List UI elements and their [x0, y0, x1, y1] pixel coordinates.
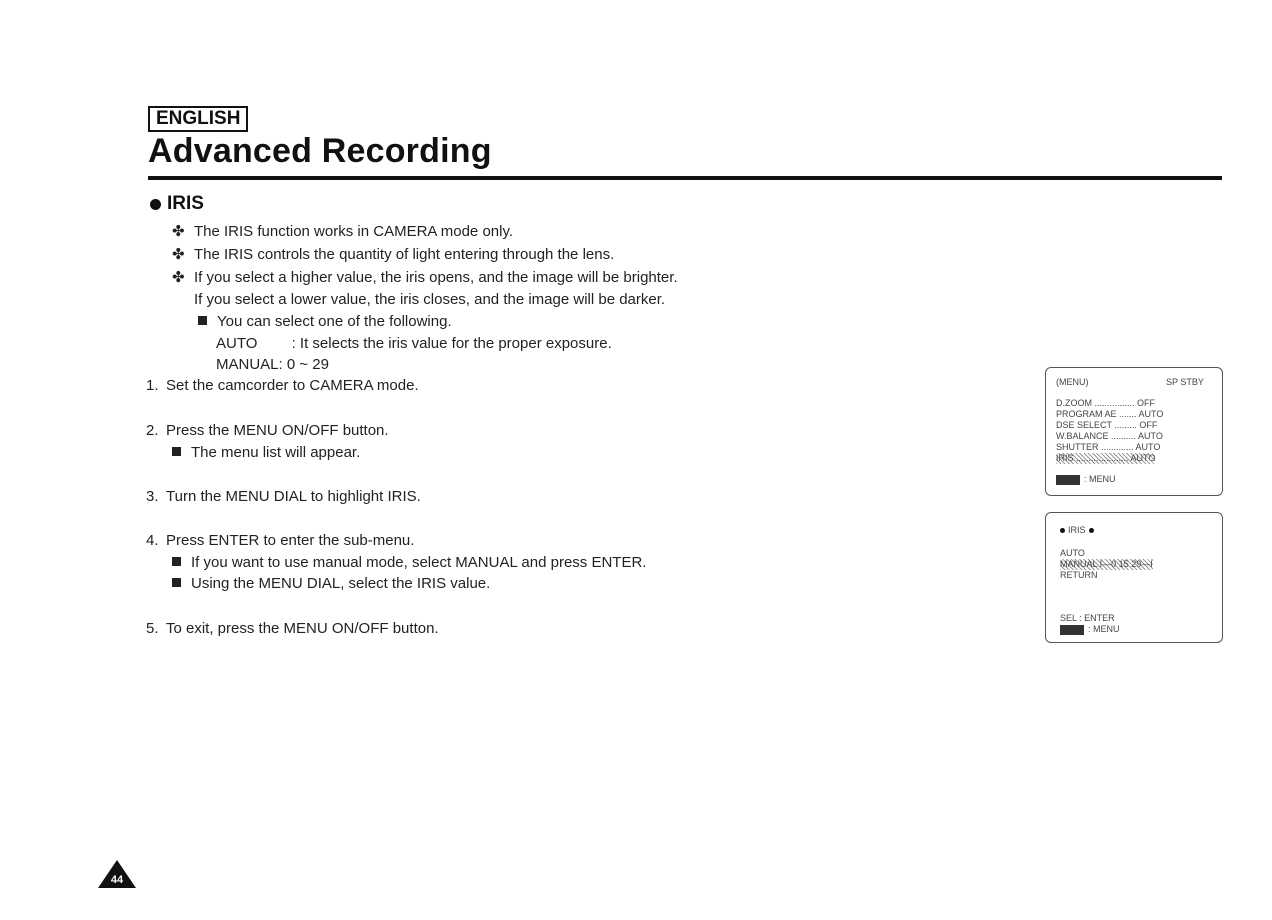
- lcd-iris-title: IRIS: [1060, 525, 1094, 536]
- lcd-menu-item: D.ZOOM ................ OFF: [1056, 398, 1155, 408]
- lcd-menu-item: W.BALANCE .......... AUTO: [1056, 431, 1163, 441]
- menu-button-icon: [1056, 475, 1080, 485]
- step-5: 5. To exit, press the MENU ON/OFF button.: [146, 620, 439, 637]
- language-tab: ENGLISH: [148, 106, 248, 132]
- step-2: 2. Press the MENU ON/OFF button.: [146, 422, 389, 439]
- square-bullet-icon: [198, 316, 207, 325]
- lcd-menu-item: DSE SELECT ......... OFF: [1056, 420, 1158, 430]
- step-4: 4. Press ENTER to enter the sub-menu.: [146, 532, 415, 549]
- note-item: ✤ The IRIS function works in CAMERA mode only.: [172, 223, 514, 240]
- step-3: 3. Turn the MENU DIAL to highlight IRIS.: [146, 488, 421, 505]
- step-4-sub: If you want to use manual mode, select MANUAL and press ENTER.: [172, 553, 646, 573]
- note-item: ✤ If you select a higher value, the iris opens, and the image will be brighter.: [172, 269, 678, 286]
- options-intro: You can select one of the following.: [198, 312, 452, 332]
- lcd-menu-item: SHUTTER ............. AUTO: [1056, 442, 1161, 452]
- page-number: 44: [110, 874, 124, 886]
- lcd-footer: : MENU: [1056, 474, 1116, 485]
- square-bullet-icon: [172, 557, 181, 566]
- note-item: ✤ The IRIS controls the quantity of light entering through the lens.: [172, 246, 615, 263]
- lcd-status: SP STBY: [1166, 377, 1204, 387]
- section-heading: [150, 193, 204, 215]
- note-continuation: If you select a lower value, the iris closes, and the image will be darker.: [194, 291, 666, 308]
- lcd-menu-screen: [1045, 367, 1223, 496]
- step-2-sub: The menu list will appear.: [172, 443, 360, 463]
- clover-bullet-icon: ✤: [172, 223, 185, 240]
- clover-bullet-icon: ✤: [172, 269, 185, 286]
- lcd-iris-option: AUTO: [1060, 548, 1085, 558]
- clover-bullet-icon: ✤: [172, 246, 185, 263]
- lcd-menu-item-highlighted: IRIS ..................... AUTO: [1056, 453, 1156, 463]
- lcd-footer: : MENU: [1060, 624, 1120, 635]
- step-1: 1. Set the camcorder to CAMERA mode.: [146, 377, 419, 394]
- option-auto: AUTO : It selects the iris value for the proper exposure.: [216, 335, 612, 352]
- lcd-menu-label: (MENU): [1056, 377, 1089, 387]
- square-bullet-icon: [172, 578, 181, 587]
- section-title: IRIS: [167, 193, 204, 214]
- square-bullet-icon: [172, 447, 181, 456]
- lcd-select-label: SEL : ENTER: [1060, 613, 1115, 623]
- bullet-dot-icon: [1089, 528, 1094, 533]
- page-title: Advanced Recording: [148, 132, 492, 170]
- bullet-dot-icon: [1060, 528, 1065, 533]
- option-manual: MANUAL: 0 ~ 29: [216, 356, 329, 373]
- lcd-iris-screen: [1045, 512, 1223, 643]
- bullet-dot-icon: [150, 199, 161, 210]
- lcd-menu-item: PROGRAM AE ....... AUTO: [1056, 409, 1164, 419]
- step-4-sub: Using the MENU DIAL, select the IRIS value.: [172, 574, 490, 594]
- lcd-iris-option: RETURN: [1060, 570, 1098, 580]
- title-divider: [148, 176, 1222, 180]
- lcd-iris-option-highlighted: MANUAL I—0 15 29—I: [1060, 559, 1153, 569]
- menu-button-icon: [1060, 625, 1084, 635]
